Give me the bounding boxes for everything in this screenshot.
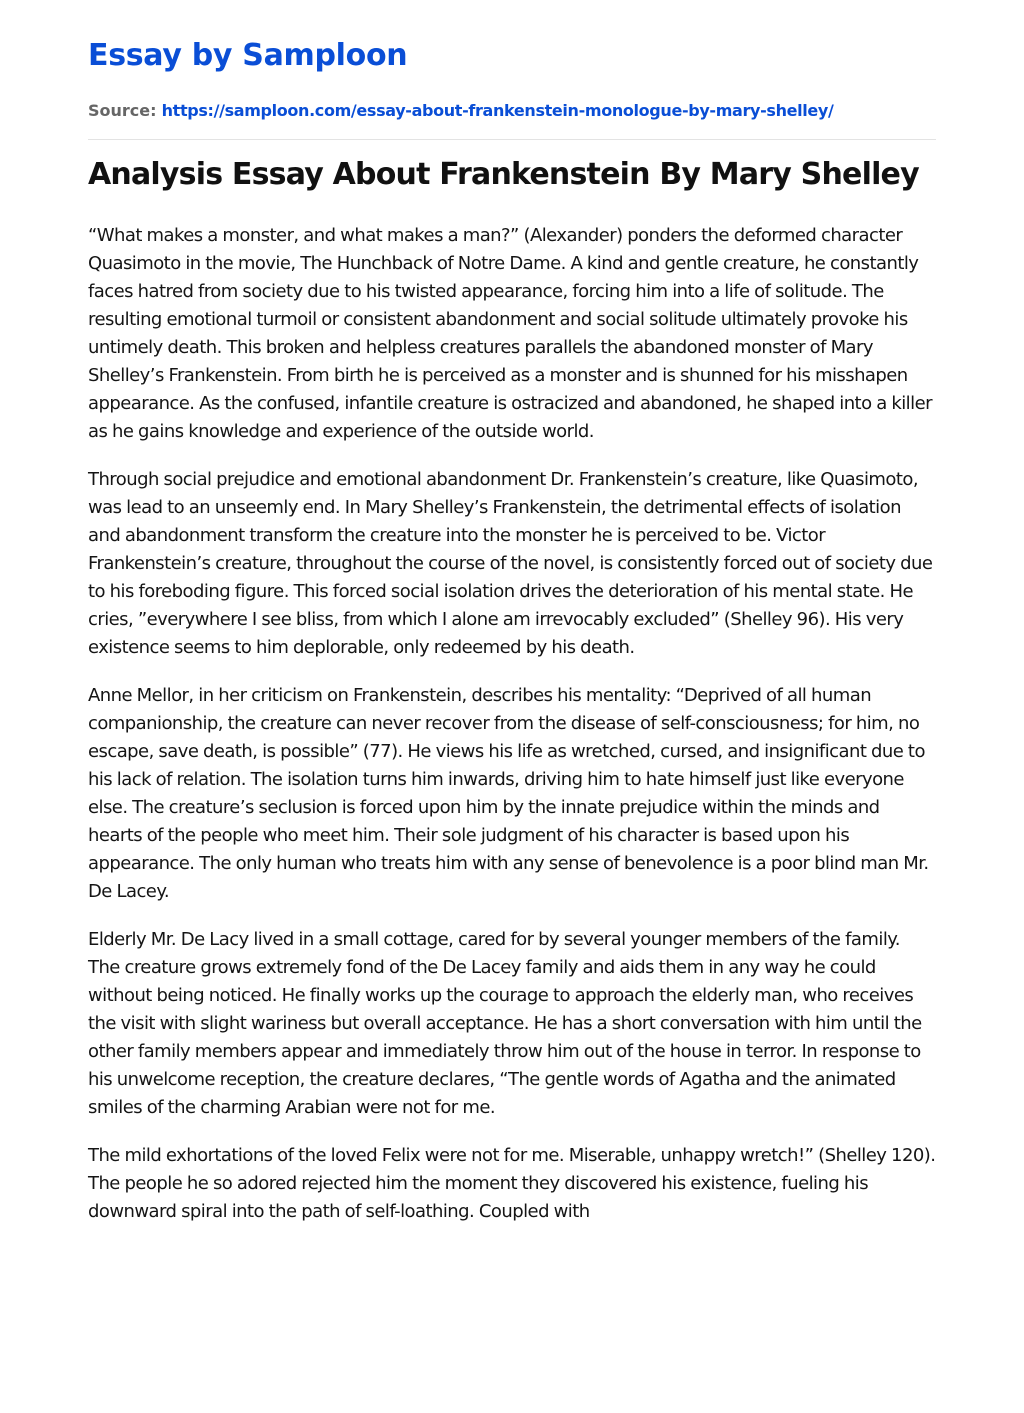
- essay-paragraph-5: The mild exhortations of the loved Felix were not for me. Miserable, unhappy wretch!” (Shelley 120). The people he so adored rejected him the moment they discovered his existence, fueling his downward spiral into the path of self-loathing. Coupled with: [88, 1145, 936, 1222]
- essay-paragraph-2: Through social prejudice and emotional abandonment Dr. Frankenstein’s creature, like Quasimoto, was lead to an unseemly end. In Mary Shelley’s Frankenstein, the detrimental effects of isolation and abandonment transform the creature into the monster he is perceived to be. Victor Frankenstein’s creature, throughout the course of the novel, is consistently forced out of society due to his foreboding figure. This forced social isolation drives the deterioration of his mental state. He cries, ”everywhere I see bliss, from which I alone am irrevocably excluded” (Shelley 96). His very existence seems to him deplorable, only redeemed by his death.: [88, 469, 933, 658]
- essay-paragraph-3: Anne Mellor, in her criticism on Frankenstein, describes his mentality: “Deprived of all human companionship, the creature can never recover from the disease of self-consciousness; for him, no escape, save death, is possible” (77). He views his life as wretched, cursed, and insignificant due to his lack of relation. The isolation turns him inwards, driving him to hate himself just like everyone else. The creature’s seclusion is forced upon him by the innate prejudice within the minds and hearts of the people who meet him. Their sole judgment of his character is based upon his appearance. The only human who treats him with any sense of benevolence is a poor blind man Mr. De Lacey.: [88, 685, 929, 902]
- source-link[interactable]: https://samploon.com/essay-about-frankenstein-monologue-by-mary-shelley/: [161, 101, 834, 120]
- source-label: Source:: [88, 101, 157, 120]
- essay-title: Analysis Essay About Frankenstein By Mary Shelley: [88, 157, 919, 192]
- essay-paragraph-4: Elderly Mr. De Lacy lived in a small cottage, cared for by several younger members of the family. The creature grows extremely fond of the De Lacey family and aids them in any way he could without being noticed. He finally works up the courage to approach the elderly man, who receives the visit with slight wariness but overall acceptance. He has a short conversation with him until the other family members appear and immediately throw him out of the house in terror. In response to his unwelcome reception, the creature declares, “The gentle words of Agatha and the animated smiles of the charming Arabian were not for me.: [88, 929, 922, 1118]
- source-line: [88, 100, 936, 122]
- essay-body: [88, 222, 936, 1226]
- header-divider: [88, 139, 936, 140]
- essay-paragraph-1: “What makes a monster, and what makes a man?” (Alexander) ponders the deformed character Quasimoto in the movie, The Hunchback of Notre Dame. A kind and gentle creature, he constantly faces hatred from society due to his twisted appearance, forcing him into a life of solitude. The resulting emotional turmoil or consistent abandonment and social solitude ultimately provoke his untimely death. This broken and helpless creatures parallels the abandoned monster of Mary Shelley’s Frankenstein. From birth he is perceived as a monster and is shunned for his misshapen appearance. As the confused, infantile creature is ostracized and abandoned, he shaped into a killer as he gains knowledge and experience of the outside world.: [88, 225, 932, 442]
- site-brand-title: Essay by Samploon: [88, 38, 408, 73]
